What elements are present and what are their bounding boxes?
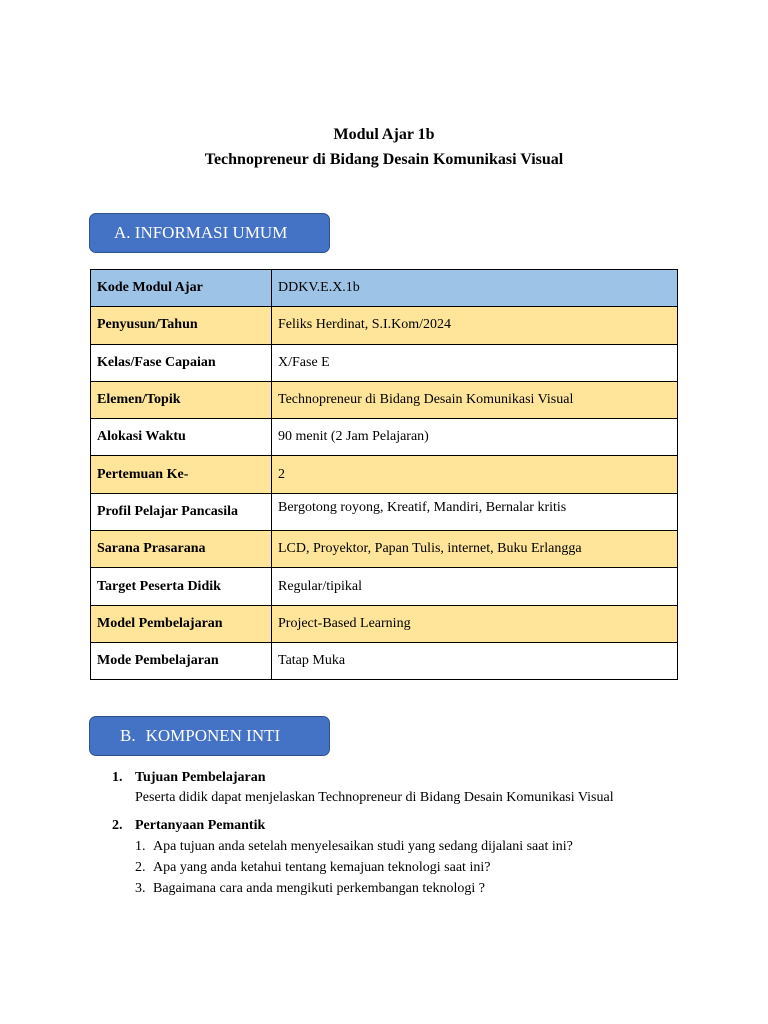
row-value: Project-Based Learning [272,605,678,642]
komponen-inti-list [112,768,712,899]
question-number: 3. [135,881,146,896]
row-value: DDKV.E.X.1b [272,270,678,307]
table-row [91,605,678,642]
section-b-letter: B. [120,726,136,745]
row-key: Elemen/Topik [91,381,272,418]
section-a-header [89,213,330,253]
row-key: Profil Pelajar Pancasila [91,493,272,530]
question-text: Apa tujuan anda setelah menyelesaikan studi yang sedang dijalani saat ini? [153,839,573,854]
question-list [135,836,712,899]
item-number: 2. [112,818,123,833]
question-number: 1. [135,839,146,854]
question-text: Bagaimana cara anda mengikuti perkembangan teknologi ? [153,881,485,896]
row-value: Regular/tipikal [272,568,678,605]
item-heading: Pertanyaan Pemantik [135,818,266,833]
table-row [91,419,678,456]
section-a-label: A. INFORMASI UMUM [114,223,288,242]
table-row [91,344,678,381]
item-heading: Tujuan Pembelajaran [135,770,266,785]
info-table [90,269,678,680]
table-row [91,381,678,418]
table-row [91,456,678,493]
table-row [91,493,678,530]
row-value: Feliks Herdinat, S.I.Kom/2024 [272,307,678,344]
row-value: 2 [272,456,678,493]
question-item [135,857,712,878]
question-item [135,878,712,899]
list-item [112,816,712,899]
item-number: 1. [112,770,123,785]
title-line-2: Technopreneur di Bidang Desain Komunikasi Visual [204,151,564,168]
row-key: Alokasi Waktu [91,419,272,456]
section-b-header [89,716,330,756]
table-row [91,568,678,605]
table-row [91,642,678,679]
row-key: Target Peserta Didik [91,568,272,605]
row-key: Penyusun/Tahun [91,307,272,344]
row-key: Mode Pembelajaran [91,642,272,679]
row-value: X/Fase E [272,344,678,381]
row-value: LCD, Proyektor, Papan Tulis, internet, Buku Erlangga [272,531,678,568]
row-key: Pertemuan Ke- [91,456,272,493]
question-text: Apa yang anda ketahui tentang kemajuan teknologi saat ini? [153,860,491,875]
row-value: Technopreneur di Bidang Desain Komunikasi Visual [272,381,678,418]
row-value: 90 menit (2 Jam Pelajaran) [272,419,678,456]
row-key: Kode Modul Ajar [91,270,272,307]
question-number: 2. [135,860,146,875]
table-row [91,307,678,344]
item-text: Peserta didik dapat menjelaskan Technopreneur di Bidang Desain Komunikasi Visual [135,790,614,805]
document-title [0,122,768,172]
row-key: Sarana Prasarana [91,531,272,568]
question-item [135,836,712,857]
row-key: Model Pembelajaran [91,605,272,642]
section-b-label: KOMPONEN INTI [145,726,281,745]
row-value: Tatap Muka [272,642,678,679]
row-key: Kelas/Fase Capaian [91,344,272,381]
list-item [112,768,712,808]
row-value: Bergotong royong, Kreatif, Mandiri, Bernalar kritis [272,493,678,530]
title-line-1: Modul Ajar 1b [333,126,435,143]
table-row [91,531,678,568]
table-row [91,270,678,307]
